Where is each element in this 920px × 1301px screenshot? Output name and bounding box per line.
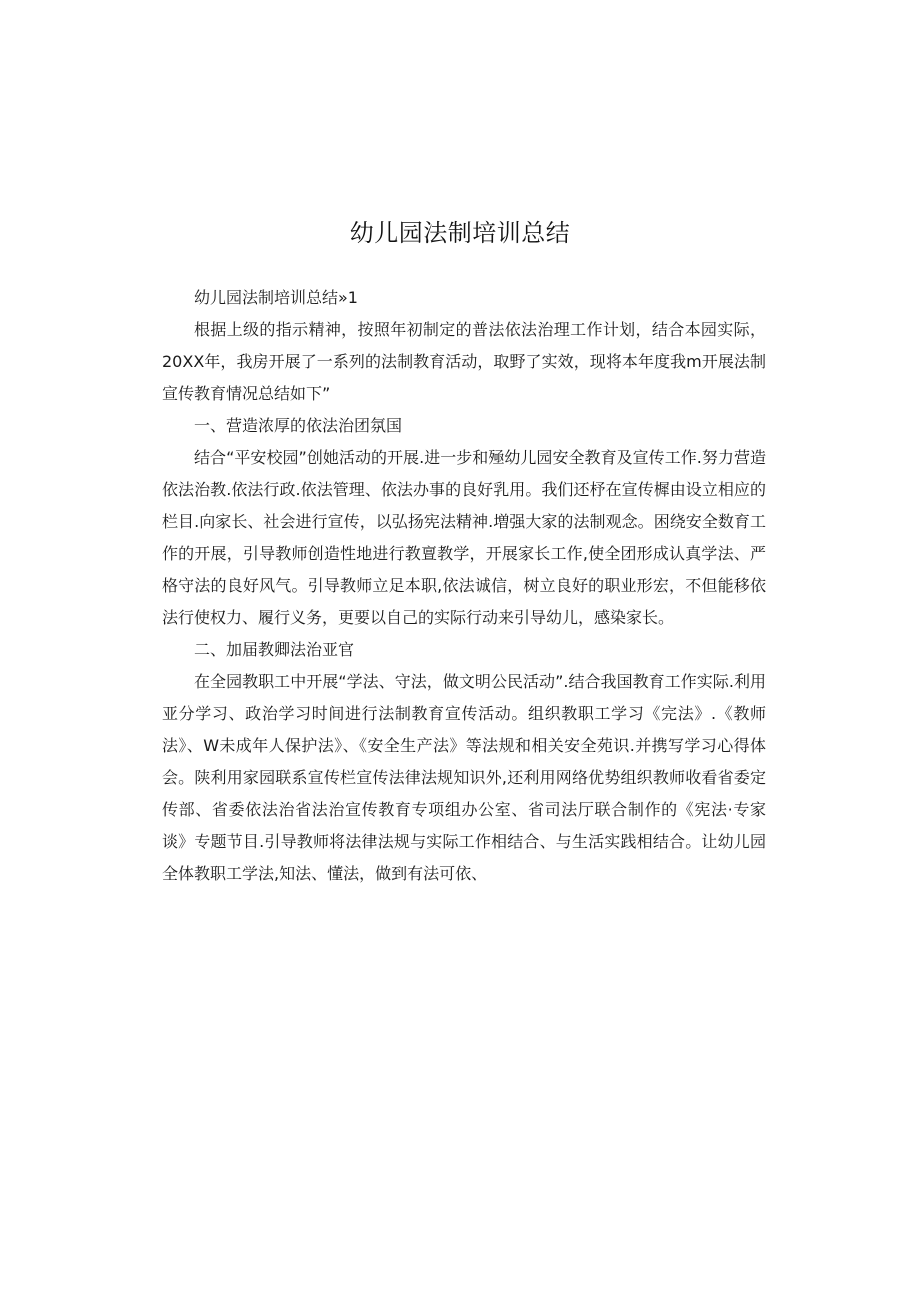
paragraph-section-1: 结合“平安校园”创她活动的开展.进一步和殛幼儿园安全教育及宣传工作.努力营造依法治教.依法行政.依法管理、依法办事的良好乳用。我们还杼在宣传樨由设立相应的栏目.向家长、社会进行宣传，以弘扬宪法精神.増强大家的法制观念。困绕安全数育工作的开展，引导教师创造性地进行教亶教学，开展家长工作,使全团形成认真学法、严格守法的良好风气。引导教师立足本职,依法诚信，树立良好的职业形宏，不但能移依法行使权力、履行义务，更要以自己的实际行动来引导幼儿，感染家长。 [162, 448, 766, 627]
section-heading-2: 二、加届教卿法治亚官 [194, 640, 355, 659]
paragraph-intro: 根据上级的指示精神，按照年初制定的普法依法治理工作计划，结合本园实际，20XX年，我房开展了一系列的法制教育活动，取野了实效，现将本年度我m开展法制宣传教育情况总结如下” [162, 320, 766, 403]
paragraph-section-2: 在全园教职工中开展“学法、守法，做文明公民活动”.结合我国教育工作实际.利用亚分学习、政治学习时间进行法制教育宣传活动。组织教职工学习《完法》.《教师法》、W未成年人保护法》、《安全生产法》等法规和相关安全苑识.并携写学习心得体会。陕利用家园联系宣传栏宣传法律法规知识外,还利用网络优势组织教师收看省委定传部、省委依法治省法治宣传教育专项组办公室、省司法厅联合制作的《宪法·专家谈》专题节目.引导教师将法律法规与实际工作相结合、与生活实践相结合。让幼儿园全体教职工学法,知法、懂法，做到有法可依、 [162, 672, 766, 883]
document-title: 幼儿园法制培训总结 [349, 219, 571, 247]
document-subtitle: 幼儿园法制培训总结»1 [194, 288, 358, 307]
section-heading-1: 一、营造浓厚的依法治团氛国 [194, 416, 403, 435]
document-body [162, 282, 766, 890]
